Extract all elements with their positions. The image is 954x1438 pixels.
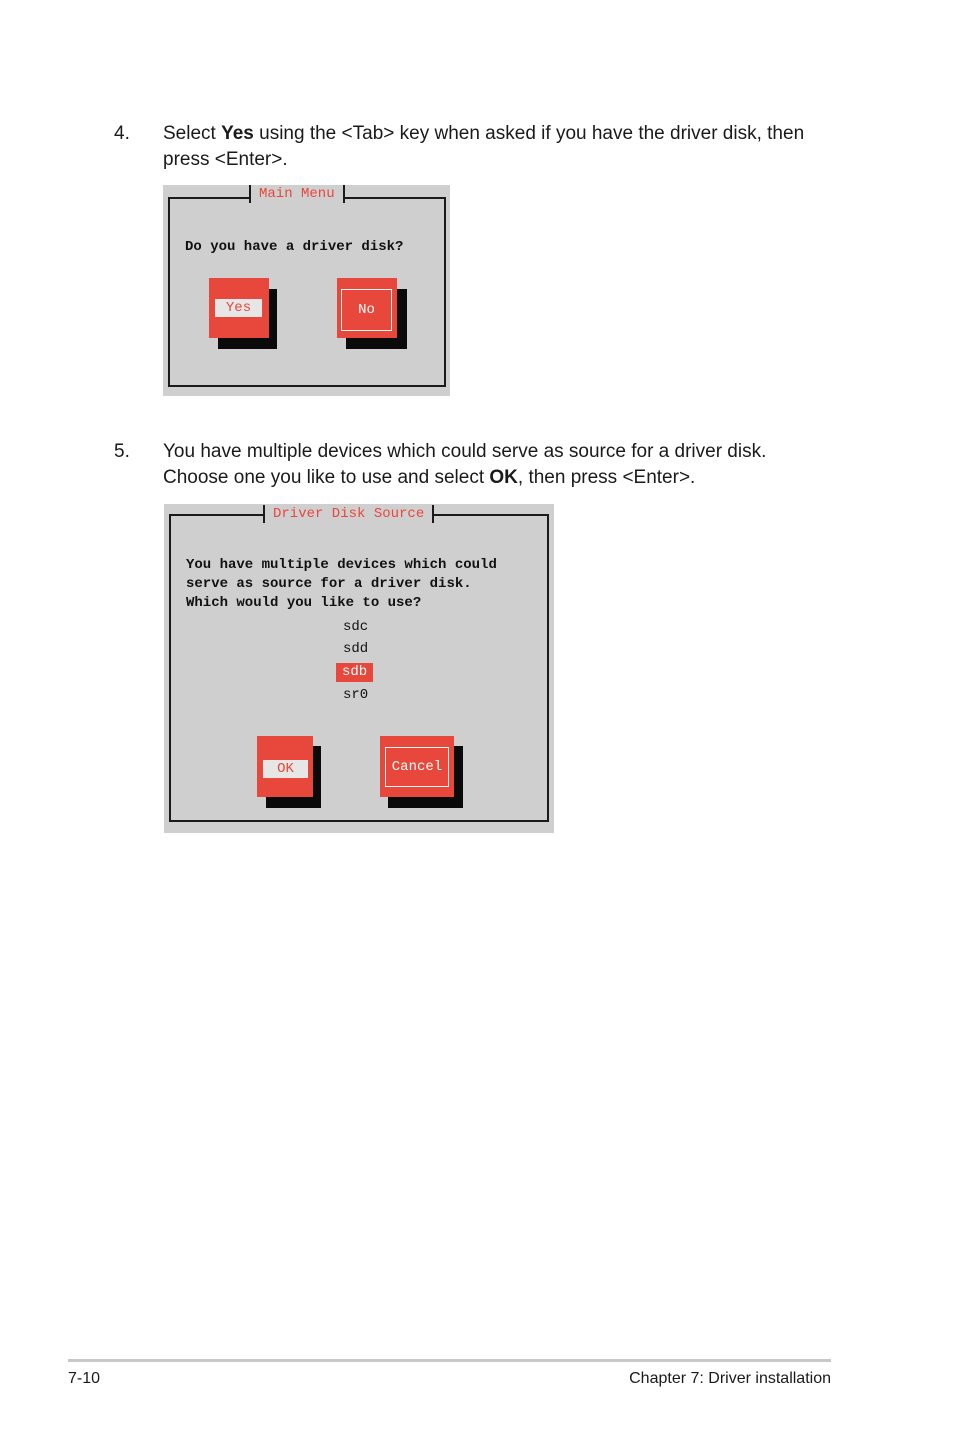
step-5: [0, 439, 954, 493]
cancel-button-label: Cancel: [385, 747, 449, 787]
driver-disk-question: Do you have a driver disk?: [185, 239, 404, 255]
message-line: Which would you like to use?: [186, 595, 422, 611]
driver-disk-source-dialog: [164, 504, 554, 833]
yes-button[interactable]: [209, 278, 269, 338]
dialog-title: Main Menu: [249, 185, 345, 203]
chapter-title: Chapter 7: Driver installation: [629, 1370, 831, 1387]
dialog-title: Driver Disk Source: [263, 505, 434, 523]
step-text: Select Yes using the <Tab> key when asked if you have the driver disk, then press <Enter>.: [163, 123, 805, 170]
step-number: 5.: [114, 441, 130, 462]
main-menu-dialog: [163, 185, 450, 396]
page-number: 7-10: [68, 1370, 101, 1387]
device-item-sdd[interactable]: sdd: [343, 641, 369, 657]
device-item-sdb-selected[interactable]: sdb: [336, 663, 373, 682]
step-number: 4.: [114, 123, 130, 144]
device-item-sr0[interactable]: sr0: [343, 687, 369, 703]
ok-button[interactable]: [257, 736, 313, 797]
footer-divider: [68, 1359, 831, 1362]
yes-button-label: Yes: [215, 299, 262, 317]
device-item-sdc[interactable]: sdc: [343, 619, 369, 635]
no-button-label: No: [341, 289, 392, 331]
step-4: [0, 121, 954, 175]
message-line: serve as source for a driver disk.: [186, 576, 472, 592]
no-button[interactable]: [337, 278, 397, 338]
message-line: You have multiple devices which could: [186, 557, 497, 573]
step-text: You have multiple devices which could serve as source for a driver disk. Choose one you like to use and select OK, then press <Enter>.: [163, 441, 767, 488]
cancel-button[interactable]: [380, 736, 454, 797]
ok-button-label: OK: [263, 760, 308, 778]
